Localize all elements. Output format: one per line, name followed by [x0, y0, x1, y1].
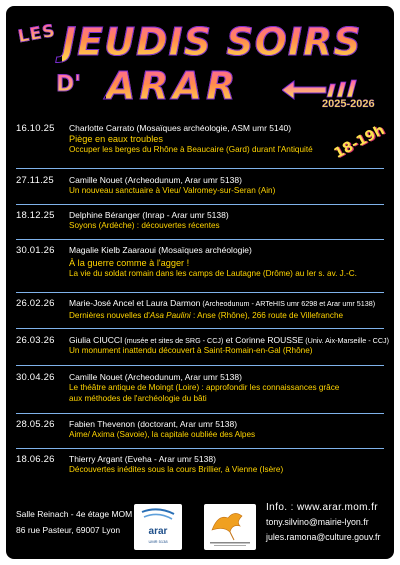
speaker-affiliation: (Archeodunum - ARTeHIS umr 6298 et Arar umr 5138) — [200, 299, 376, 308]
separator — [16, 328, 384, 329]
contact-info — [266, 500, 380, 545]
contact-email[interactable]: tony.silvino@mairie-lyon.fr — [266, 517, 369, 527]
poster — [6, 6, 394, 559]
event-subtitle: La vie du soldat romain dans les camps de Lautagne (Drôme) au Ier s. av. J.-C. — [69, 268, 357, 278]
event-date: 26.03.26 — [16, 335, 55, 346]
separator — [16, 448, 384, 449]
speaker-name: et Corinne ROUSSE — [223, 335, 304, 345]
hours-label: 18-19h — [331, 122, 388, 162]
event-title: Aime/ Axima (Savoie), la capitale oubliée des Alpes — [69, 430, 256, 439]
event-date: 30.01.26 — [16, 245, 55, 256]
event-title — [69, 311, 343, 322]
title-les: LES — [16, 20, 58, 48]
event-date: 16.10.25 — [16, 123, 55, 134]
event-talk — [69, 430, 255, 441]
separator — [16, 168, 384, 169]
event-date: 27.11.25 — [16, 175, 54, 186]
event-speaker: Fabien Thevenon (doctorant, Arar umr 5138) — [69, 419, 238, 429]
venue-address — [16, 506, 132, 538]
event-title: Un nouveau sanctuaire à Vieu/ Valromey-sur-Seran (Ain) — [69, 186, 276, 195]
event-talk — [69, 221, 220, 232]
title-d: D' — [56, 72, 81, 97]
separator — [16, 365, 384, 366]
event-title: Un monument inattendu découvert à Saint-Romain-en-Gal (Rhône) — [69, 346, 313, 355]
separator — [16, 204, 384, 205]
separator — [16, 413, 384, 414]
separator — [16, 292, 384, 293]
title-jeudis-soirs: JEUDIS SOIRS — [62, 20, 362, 64]
event-talk — [69, 311, 343, 322]
speaker-affiliation: (Univ. Aix-Marseille - CCJ) — [303, 336, 390, 345]
event-title: Soyons (Ardèche) : découvertes récentes — [69, 221, 220, 230]
event-speaker — [69, 335, 389, 345]
event-title-emphasis: Asa Paulini — [149, 311, 191, 320]
speaker-names: Marie-José Ancel et Laura Darmon — [69, 298, 201, 308]
program-list — [6, 6, 394, 559]
separator — [16, 239, 384, 240]
arar-logo-sub: UMR 5138 — [148, 539, 168, 544]
arar-logo — [134, 504, 182, 550]
info-website[interactable]: Info. : www.arar.mom.fr — [266, 502, 379, 513]
event-date: 28.05.26 — [16, 419, 55, 430]
event-title: Découvertes inédites sous la cours Brillier, à Vienne (Isère) — [69, 465, 284, 474]
arar-logo-icon — [134, 504, 182, 550]
event-talk — [69, 258, 357, 279]
footer — [6, 486, 394, 559]
address-line: Salle Reinach - 4e étage MOM — [16, 509, 133, 519]
address-line: 86 rue Pasteur, 69007 Lyon — [16, 525, 121, 535]
event-subtitle: Occuper les berges du Rhône à Beaucaire (Gard) durant l'Antiquité — [69, 144, 313, 154]
speaker-affiliation: (musée et sites de SRG - CCJ) — [122, 336, 224, 345]
event-subtitle: aux méthodes de l'archéologie du bâti — [69, 393, 207, 403]
event-talk — [69, 186, 275, 197]
event-date: 26.02.26 — [16, 298, 55, 309]
event-speaker: Delphine Béranger (Inrap - Arar umr 5138) — [69, 210, 229, 220]
event-talk — [69, 134, 313, 155]
event-speaker: Magalie Kielb Zaaraoui (Mosaïques archéologie) — [69, 245, 252, 255]
event-talk — [69, 346, 312, 357]
event-title-part: : Anse (Rhône), 266 route de Villefranche — [190, 311, 344, 320]
event-date: 30.04.26 — [16, 372, 55, 383]
season-label: 2025-2026 — [322, 98, 375, 110]
event-title: À la guerre comme à l'agger ! — [69, 258, 190, 268]
event-title-part: Dernières nouvelles d' — [69, 311, 150, 320]
mom-logo-icon — [204, 504, 256, 550]
event-title: Piège en eaux troubles — [69, 134, 163, 144]
event-talk — [69, 465, 283, 476]
event-title: Le théâtre antique de Moingt (Loire) : approfondir les connaissances grâce — [69, 383, 340, 392]
event-date: 18.06.26 — [16, 454, 55, 465]
contact-email[interactable]: jules.ramona@culture.gouv.fr — [266, 532, 381, 542]
event-date: 18.12.25 — [16, 210, 55, 221]
event-talk — [69, 383, 339, 404]
title-arar: ARAR — [106, 64, 240, 108]
speaker-name: Giulia CIUCCI — [69, 335, 123, 345]
event-speaker: Charlotte Carrato (Mosaïques archéologie, ASM umr 5140) — [69, 123, 292, 133]
event-speaker — [69, 298, 375, 308]
mom-logo — [204, 504, 256, 550]
event-speaker: Camille Nouet (Archeodunum, Arar umr 5138) — [69, 175, 242, 185]
arar-logo-text: arar — [148, 526, 168, 537]
event-speaker: Camille Nouet (Archeodunum, Arar umr 5138) — [69, 372, 242, 382]
event-speaker: Thierry Argant (Eveha - Arar umr 5138) — [69, 454, 216, 464]
